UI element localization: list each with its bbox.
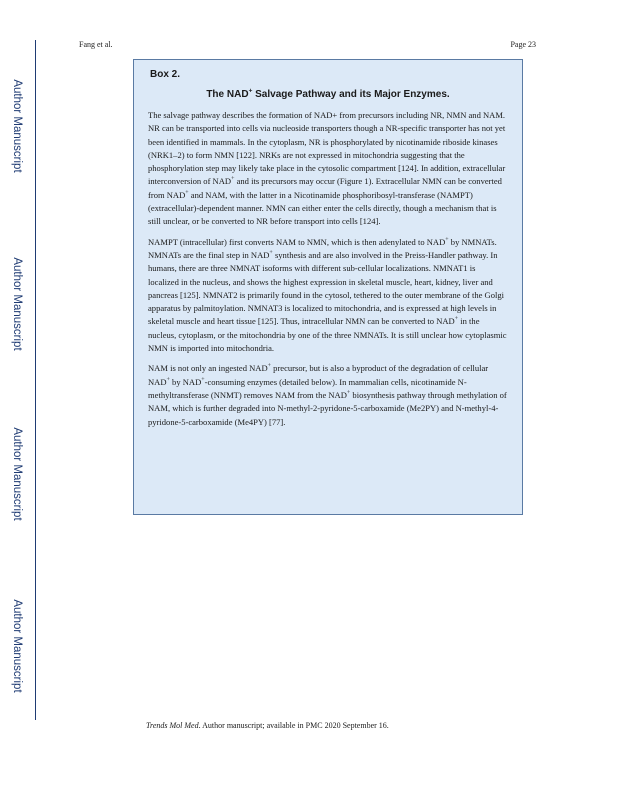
author-manuscript-label: Author Manuscript: [11, 257, 23, 351]
box-title: The NAD+ Salvage Pathway and its Major Enzymes.: [206, 87, 450, 100]
box-2: [133, 59, 523, 515]
page-number: Page 23: [510, 40, 536, 49]
footer-citation: Trends Mol Med. Author manuscript; available in PMC 2020 September 16.: [146, 721, 389, 730]
running-head-authors: Fang et al.: [79, 40, 113, 49]
author-manuscript-label: Author Manuscript: [11, 599, 23, 693]
box-paragraph-3: NAM is not only an ingested NAD+ precursor, but is also a byproduct of the degradation of cellular NAD+ by NAD+-consuming enzymes (detailed below). In mammalian cells, nicotinamide N-methyltransferase (NNMT) removes NAM from the NAD+ biosynthesis pathway through methylation of NAM, which is further degraded into N-methyl-2-pyridone-5-carboxamide (Me2PY) and N-methyl-4-pyridone-5-carboxamide (Me4PY) [77].: [148, 363, 507, 427]
author-manuscript-label: Author Manuscript: [11, 79, 23, 173]
side-rule: [35, 40, 36, 720]
box-paragraph-1: The salvage pathway describes the formation of NAD+ from precursors including NR, NMN and NAM. NR can be transported into cells via nucleoside transporters though a NR-specific transporter has not yet been identified in mammals. In the cytoplasm, NR is phosphorylated by nicotinamide riboside kinases (NRK1–2) to form NMN [122]. NRKs are not expressed in mitochondria suggesting that the phosphorylation step may likely take place in the cytosolic compartment [124]. In addition, extracellular interconversion of NAD+ and its precursors may occur (Figure 1). Extracellular NMN can be converted from NAD+ and NAM, with the latter in a Nicotinamide phosphoribosyl-transferase (NAMPT) (extracellular)-dependent manner. NMN can either enter the cells directly, though a mechanism that is still unclear, or be converted to NR before transport into cells [124].: [148, 110, 506, 227]
author-manuscript-label: Author Manuscript: [11, 427, 23, 521]
box-label: Box 2.: [150, 69, 181, 80]
box-paragraph-2: NAMPT (intracellular) first converts NAM to NMN, which is then adenylated to NAD+ by NMNATs. NMNATs are the final step in NAD+ synthesis and are also involved in the Preiss-Handler pathway. In humans, there are three NMNAT isoforms with different sub-cellular localizations. NMNAT1 is localized in the nucleus, and shows the highest expression in skeletal muscle, heart, kidney, liver and pancreas [125]. NMNAT2 is primarily found in the cytosol, tethered to the outer membrane of the Golgi apparatus by palmitoylation. NMNAT3 is localized to mitochondria, and is expressed at high levels in skeletal muscle and heart tissue [125]. Thus, intracellular NMN can be converted to NAD+ in the nucleus, cytoplasm, or the mitochondria by one of the three NMNATs. It is still unclear how cytoplasmic NMN is imported into mitochondria.: [148, 236, 507, 354]
